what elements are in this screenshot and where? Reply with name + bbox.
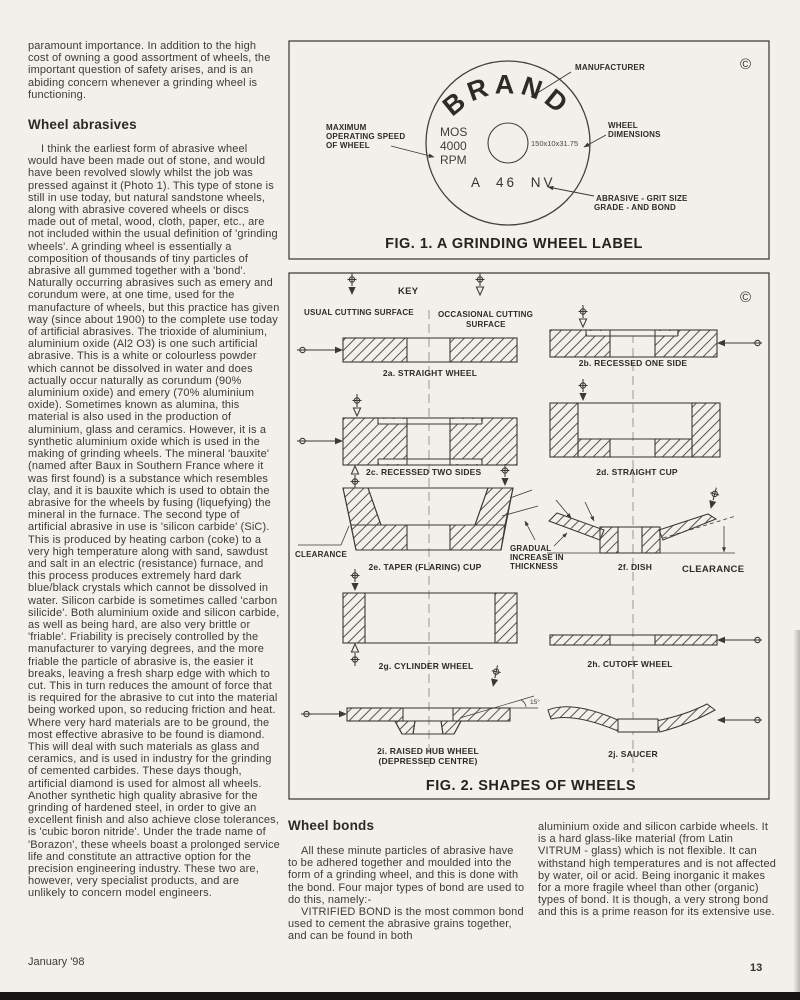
label-abrasive-grit [594, 194, 688, 212]
gradual-label: THICKNESS [510, 562, 559, 571]
cutting-surface-arrow-icon [353, 394, 362, 416]
cutting-surface-arrow-icon [489, 664, 502, 687]
svg-text:RPM: RPM [440, 153, 467, 167]
svg-text:ABRASIVE - GRIT SIZE: ABRASIVE - GRIT SIZE [596, 194, 688, 203]
wheel-2i-raised-hub [301, 664, 538, 734]
fig2-caption: FIG. 2. SHAPES OF WHEELS [425, 778, 637, 794]
svg-text:DIMENSIONS: DIMENSIONS [608, 130, 661, 139]
heading-wheel-bonds: Wheel bonds [288, 818, 375, 833]
wheel-2f-dish [547, 486, 736, 553]
key-occasional-label: SURFACE [466, 320, 506, 329]
caption-2e: 2e. TAPER (FLARING) CUP [368, 562, 482, 572]
svg-text:MOS: MOS [440, 125, 468, 139]
caption-2g: 2g. CYLINDER WHEEL [378, 661, 474, 671]
caption-2c: 2c. RECESSED TWO SIDES [366, 467, 482, 477]
brand-text: BRAND [436, 69, 578, 122]
page-edge-shadow [793, 630, 800, 992]
cutting-surface-arrow-icon [579, 379, 588, 401]
bonds-paragraph-1: All these minute particles of abrasive have to be adhered together and moulded into the form of a grinding wheel, and this is done with the bond. Four major types of bond are used to do this, namely:- [288, 845, 525, 906]
svg-text:WHEEL: WHEEL [608, 121, 638, 130]
bonds-paragraph-3: aluminium oxide and silicon carbide wheels. It is a hard glass-like material (from Latin VITRUM - glass) which is not flexible. It can withstand high temperatures and is not affected by water, oil or acid. Being inorganic it makes for a more fragile wheel than other (organic) types of bond. It is though, a very strong bond and this is a prime reason for its extensive use. [538, 821, 776, 919]
axis-arrow-icon [297, 347, 343, 354]
usual-surface-arrow-icon [348, 273, 357, 295]
axis-arrow-icon [301, 711, 347, 718]
cutting-surface-arrow-icon [706, 486, 720, 510]
occasional-surface-arrow-icon [476, 273, 485, 295]
speed-text [440, 125, 467, 167]
bonds-paragraph-2: VITRIFIED BOND is the most common bond used to cement the abrasive grains together, and can be found in both [288, 906, 524, 943]
gradual-label: INCREASE IN [510, 553, 564, 562]
wheel-2a-straight [297, 338, 517, 362]
caption-2j: 2j. SAUCER [608, 749, 658, 759]
wheel-2j-saucer [548, 704, 762, 732]
fig1-caption: FIG. 1. A GRINDING WHEEL LABEL [385, 236, 643, 252]
caption-2f: 2f. DISH [617, 562, 653, 572]
gradual-label: GRADUAL [510, 544, 552, 553]
wheel-2g-cylinder [343, 569, 517, 666]
page-number: 13 [750, 962, 763, 974]
wheel-2d-straight-cup [550, 379, 720, 457]
axis-arrow-icon [717, 340, 762, 347]
copyright-icon: © [740, 56, 752, 73]
label-wheel-dimensions [608, 121, 661, 139]
label-max-speed [326, 123, 405, 150]
caption-2i: (DEPRESSED CENTRE) [378, 756, 478, 766]
svg-text:4000: 4000 [440, 139, 467, 153]
svg-text:OPERATING SPEED: OPERATING SPEED [326, 132, 406, 141]
svg-text:OF WHEEL: OF WHEEL [326, 141, 370, 150]
wheel-2h-cutoff [550, 635, 762, 645]
caption-2a: 2a. STRAIGHT WHEEL [382, 368, 478, 378]
wheel-2b-recessed-one-side [550, 305, 762, 357]
heading-wheel-abrasives: Wheel abrasives [28, 117, 137, 133]
cutting-surface-arrow-icon [351, 466, 360, 488]
caption-2i: 2i. RAISED HUB WHEEL [377, 746, 479, 756]
abrasives-paragraph: I think the earliest form of abrasive wheel would have been made out of stone, and would have been revolved slowly whilst the job was pressed against it (Photo 1). This type of stone is still in use today, but natural sandstone wheels, along with abrasive covered wheels or discs made out of metal, wood, cloth, paper, etc., are not included within the usual definition of 'grinding wheels'. A grinding wheel is essentially a composition of thousands of tiny particles of abrasive all gummed together with a 'bond'. Naturally occurring abrasives such as emery and corundum were, at one time, used for the manufacture of wheels, but this practice has given way (since about 1900) to the complete use today of artificial abrasives. The trioxide of aluminium, aluminium oxide (Al2 O3) is one such artificial abrasive. This is a white or colourless powder which cannot be dissolved in water and does actually occur naturally as corundum (90% aluminium oxide) and emery (70% aluminium oxide). Sometimes known as alumina, this material is also used in the production of aluminium, glass and ceramics. However, it is a synthetic aluminium oxide which is used in the making of grinding wheels. The mineral 'bauxite' (named after Baux in Southern France where it was first found) is a substance which resembles clay, and it is bauxite which is used to obtain the abrasive for the wheels by fusing (liquefying) the mineral in the furnace. The second type of artificial abrasive in use is 'silicon carbide' (SiC). This is produced by heating carbon (coke) to a very high temperature along with sand, sawdust and salt in an electric (resistance) furnace, and this process produces extremely hard dark blue/black crystals which cannot be dissolved in water. Silicon carbide is sometimes called 'carbon silicide'. Both aluminium oxide and silicon carbide, as well as being hard, are also very brittle or 'friable'. Friability is precisely controlled by the manufacturer to varying degrees, and the more friable the particle of abrasive is, the easier it breaks, leaving a fresh sharp edge with which to cut. This in turn reduces the amount of force that is required for the abrasive to cut into the material being worked upon, so reducing friction and heat. Where very hard materials are to be ground, the most effective abrasive to be found is diamond. This will deal with such materials as glass and ceramics, and is used in industry for the grinding of cemented carbides. These days though, artificial diamond is used for almost all wheels. Another synthetic high quality abrasive for the grinding of hardened steel, in order to give an excellent finish and also achieve close tolerances, is 'cubic boron nitride'. Under the trade name of 'Borazon', these wheels boast a prolonged service life and constitute an attractive option for the precision engineering industry. These two are, however, very specialist products, and are unlikely to concern model engineers. [28, 143, 280, 900]
cutting-surface-arrow-icon [351, 569, 360, 591]
marking-text: A 46 NV [471, 175, 556, 190]
caption-2d: 2d. STRAIGHT CUP [596, 467, 678, 477]
scan-edge-strip [0, 992, 800, 1000]
dimensions-text: 150x10x31.75 [531, 139, 579, 148]
caption-2h: 2h. CUTOFF WHEEL [587, 659, 673, 669]
clearance-dimension-lines [298, 526, 349, 545]
fig1-diagram [288, 40, 770, 260]
cutting-surface-arrow-icon [501, 464, 510, 486]
caption-2b: 2b. RECESSED ONE SIDE [578, 358, 688, 368]
fig2-diagram [288, 272, 770, 800]
footer-date: January '98 [28, 956, 85, 968]
axis-arrow-icon [717, 717, 762, 724]
intro-paragraph: paramount importance. In addition to the high cost of owning a good assortment of wheels, the important question of safety arises, and is an abiding concern whenever a grinding wheel is functioning. [28, 40, 271, 101]
fig2-panel [288, 272, 770, 800]
svg-text:GRADE - AND BOND: GRADE - AND BOND [594, 203, 677, 212]
angle-value: 15° [530, 699, 540, 706]
key-usual-label: USUAL CUTTING SURFACE [304, 308, 414, 317]
left-column [28, 40, 280, 900]
clearance-left-label: CLEARANCE [295, 550, 348, 559]
svg-text:MAXIMUM: MAXIMUM [326, 123, 367, 132]
bonds-column-1 [288, 818, 526, 943]
fig1-panel [288, 40, 770, 260]
axis-arrow-icon [717, 637, 762, 644]
cutting-surface-arrow-icon [579, 305, 588, 327]
cutting-surface-arrow-icon [351, 644, 360, 666]
axis-arrow-icon [297, 438, 343, 445]
label-manufacturer: MANUFACTURER [575, 63, 645, 72]
bonds-column-2 [538, 821, 777, 919]
key-occasional-label: OCCASIONAL CUTTING [438, 310, 534, 319]
clearance-right-label: CLEARANCE [682, 564, 745, 575]
key-title: KEY [398, 286, 419, 297]
copyright-icon: © [740, 289, 752, 306]
